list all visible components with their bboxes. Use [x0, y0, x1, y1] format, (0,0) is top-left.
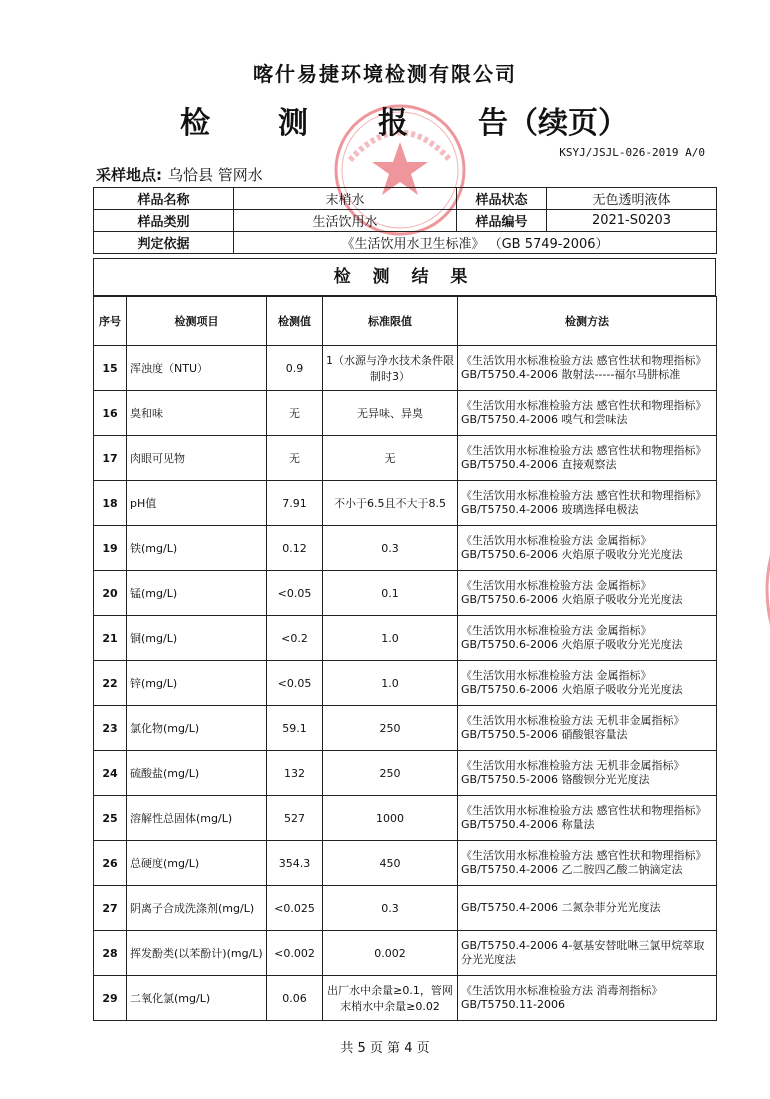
test-item: 氯化物(mg/L): [127, 706, 267, 751]
standard-limit: 1000: [323, 796, 458, 841]
test-item: 肉眼可见物: [127, 436, 267, 481]
table-row: [94, 931, 717, 976]
row-number: 16: [94, 391, 127, 436]
standard-limit: 出厂水中余量≥0.1，管网末梢水中余量≥0.02: [323, 976, 458, 1021]
standard-limit: 0.1: [323, 571, 458, 616]
test-value: 132: [267, 751, 323, 796]
test-value: 无: [267, 436, 323, 481]
test-item: 二氧化氯(mg/L): [127, 976, 267, 1021]
sample-info-table: [93, 187, 717, 254]
row-number: 19: [94, 526, 127, 571]
col-header-limit: 标准限值: [323, 297, 458, 346]
row-number: 28: [94, 931, 127, 976]
standard-limit: 250: [323, 706, 458, 751]
row-number: 25: [94, 796, 127, 841]
standard-limit: 无异味、异臭: [323, 391, 458, 436]
row-number: 27: [94, 886, 127, 931]
table-row: [94, 526, 717, 571]
table-row: [94, 391, 717, 436]
edge-seal-stamp: [752, 520, 770, 660]
test-value: 0.9: [267, 346, 323, 391]
table-row: [94, 976, 717, 1021]
table-row: [94, 346, 717, 391]
test-value: <0.025: [267, 886, 323, 931]
test-method: 《生活饮用水标准检验方法 感官性状和物理指标》GB/T5750.4-2006 直接观察法: [458, 436, 717, 481]
sample-type-label: 样品类别: [94, 210, 234, 232]
test-item: 阴离子合成洗涤剂(mg/L): [127, 886, 267, 931]
test-method: 《生活饮用水标准检验方法 感官性状和物理指标》GB/T5750.4-2006 称量法: [458, 796, 717, 841]
standard-limit: 1（水源与净水技术条件限制时3）: [323, 346, 458, 391]
test-value: 无: [267, 391, 323, 436]
table-row: [94, 796, 717, 841]
sample-name: 末梢水: [234, 188, 457, 210]
test-method: GB/T5750.4-2006 二氮杂菲分光光度法: [458, 886, 717, 931]
test-method: 《生活饮用水标准检验方法 感官性状和物理指标》GB/T5750.4-2006 玻璃选择电极法: [458, 481, 717, 526]
table-row: [94, 751, 717, 796]
test-item: 挥发酚类(以苯酚计)(mg/L): [127, 931, 267, 976]
test-method: 《生活饮用水标准检验方法 消毒剂指标》GB/T5750.11-2006: [458, 976, 717, 1021]
company-name: 喀什易捷环境检测有限公司: [253, 62, 517, 86]
row-number: 17: [94, 436, 127, 481]
basis-value: 《生活饮用水卫生标准》 （GB 5749-2006）: [234, 232, 717, 254]
sample-state: 无色透明液体: [547, 188, 717, 210]
sample-no: 2021-S0203: [547, 210, 717, 232]
test-item: 溶解性总固体(mg/L): [127, 796, 267, 841]
results-title: 检 测 结 果: [93, 258, 716, 296]
row-number: 26: [94, 841, 127, 886]
col-header-item: 检测项目: [127, 297, 267, 346]
test-method: 《生活饮用水标准检验方法 感官性状和物理指标》GB/T5750.4-2006 嗅气和尝味法: [458, 391, 717, 436]
sample-no-label: 样品编号: [457, 210, 547, 232]
row-number: 24: [94, 751, 127, 796]
test-item: pH值: [127, 481, 267, 526]
test-value: <0.05: [267, 571, 323, 616]
table-row: [94, 886, 717, 931]
test-item: 硫酸盐(mg/L): [127, 751, 267, 796]
sample-type: 生活饮用水: [234, 210, 457, 232]
standard-limit: 0.002: [323, 931, 458, 976]
standard-limit: 0.3: [323, 886, 458, 931]
test-value: 527: [267, 796, 323, 841]
title-char-2: 测: [278, 106, 308, 141]
page-footer: 共 5 页 第 4 页: [340, 1041, 430, 1056]
row-number: 15: [94, 346, 127, 391]
title-char-4: 告（续页）: [478, 106, 628, 141]
standard-limit: 1.0: [323, 616, 458, 661]
test-method: 《生活饮用水标准检验方法 感官性状和物理指标》GB/T5750.4-2006 散射法-----福尔马肼标准: [458, 346, 717, 391]
test-method: 《生活饮用水标准检验方法 无机非金属指标》GB/T5750.5-2006 铬酸钡分光光度法: [458, 751, 717, 796]
location-label: 采样地点:: [96, 166, 162, 184]
standard-limit: 不小于6.5且不大于8.5: [323, 481, 458, 526]
test-value: 59.1: [267, 706, 323, 751]
test-item: 锰(mg/L): [127, 571, 267, 616]
table-row: [94, 841, 717, 886]
sampling-location: [96, 164, 263, 185]
table-row: [94, 571, 717, 616]
test-item: 铜(mg/L): [127, 616, 267, 661]
test-value: <0.002: [267, 931, 323, 976]
test-method: 《生活饮用水标准检验方法 金属指标》GB/T5750.6-2006 火焰原子吸收分光光度法: [458, 571, 717, 616]
test-item: 臭和味: [127, 391, 267, 436]
test-value: 0.06: [267, 976, 323, 1021]
col-header-value: 检测值: [267, 297, 323, 346]
standard-limit: 250: [323, 751, 458, 796]
sample-name-label: 样品名称: [94, 188, 234, 210]
row-number: 21: [94, 616, 127, 661]
standard-limit: 无: [323, 436, 458, 481]
test-value: <0.2: [267, 616, 323, 661]
table-row: [94, 661, 717, 706]
table-row: [94, 481, 717, 526]
col-header-method: 检测方法: [458, 297, 717, 346]
test-value: 354.3: [267, 841, 323, 886]
col-header-no: 序号: [94, 297, 127, 346]
row-number: 22: [94, 661, 127, 706]
standard-limit: 0.3: [323, 526, 458, 571]
test-method: 《生活饮用水标准检验方法 感官性状和物理指标》GB/T5750.4-2006 乙二胺四乙酸二钠滴定法: [458, 841, 717, 886]
report-title: [140, 98, 640, 141]
test-method: 《生活饮用水标准检验方法 金属指标》GB/T5750.6-2006 火焰原子吸收分光光度法: [458, 616, 717, 661]
title-char-1: 检: [180, 106, 210, 141]
test-item: 铁(mg/L): [127, 526, 267, 571]
test-item: 浑浊度（NTU）: [127, 346, 267, 391]
sample-state-label: 样品状态: [457, 188, 547, 210]
test-value: <0.05: [267, 661, 323, 706]
row-number: 29: [94, 976, 127, 1021]
document-number: KSYJ/JSJL-026-2019 A/0: [559, 146, 705, 159]
table-row: [94, 616, 717, 661]
test-item: 锌(mg/L): [127, 661, 267, 706]
test-method: GB/T5750.4-2006 4-氨基安替吡啉三氯甲烷萃取分光光度法: [458, 931, 717, 976]
test-item: 总硬度(mg/L): [127, 841, 267, 886]
basis-label: 判定依据: [94, 232, 234, 254]
row-number: 18: [94, 481, 127, 526]
test-method: 《生活饮用水标准检验方法 金属指标》GB/T5750.6-2006 火焰原子吸收分光光度法: [458, 526, 717, 571]
title-char-3: 报: [378, 106, 408, 141]
standard-limit: 450: [323, 841, 458, 886]
row-number: 20: [94, 571, 127, 616]
location-value: 乌恰县 管网水: [168, 166, 263, 184]
results-table: [93, 296, 717, 1021]
table-row: [94, 706, 717, 751]
results-header-row: [94, 297, 717, 346]
test-value: 0.12: [267, 526, 323, 571]
row-number: 23: [94, 706, 127, 751]
test-value: 7.91: [267, 481, 323, 526]
standard-limit: 1.0: [323, 661, 458, 706]
table-row: [94, 436, 717, 481]
test-method: 《生活饮用水标准检验方法 金属指标》GB/T5750.6-2006 火焰原子吸收分光光度法: [458, 661, 717, 706]
test-method: 《生活饮用水标准检验方法 无机非金属指标》GB/T5750.5-2006 硝酸银容量法: [458, 706, 717, 751]
